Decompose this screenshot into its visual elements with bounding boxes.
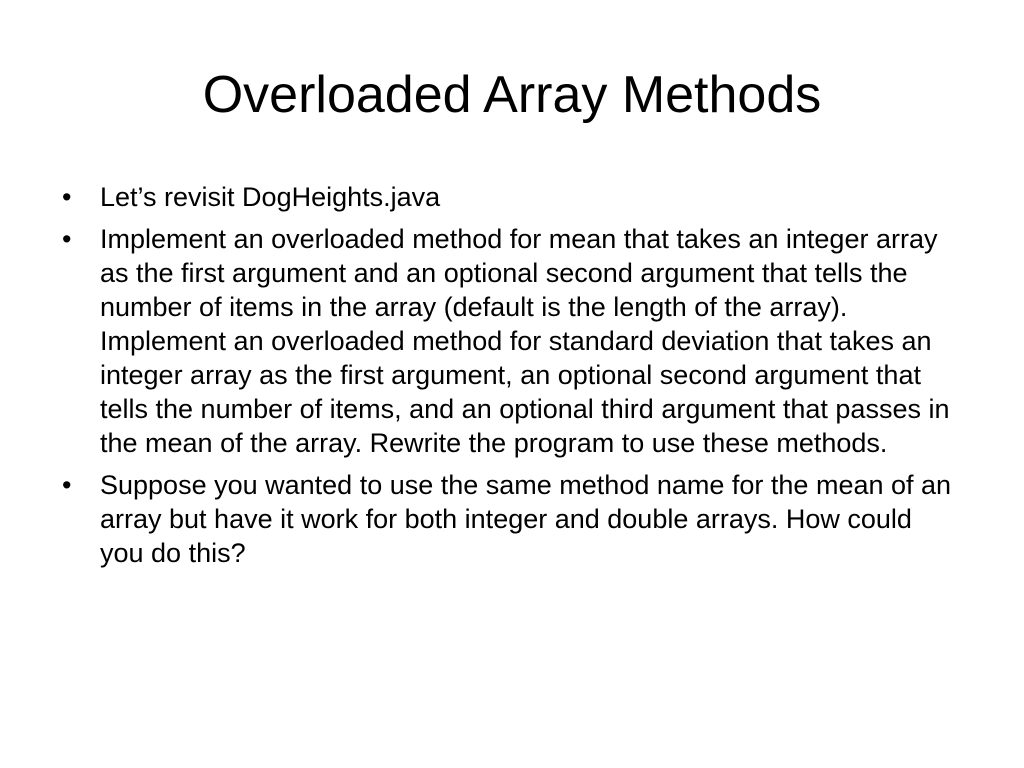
bullet-text: Suppose you wanted to use the same method name for the mean of an array but have it work for both integer and double arrays. How could you do this? [100,470,952,568]
slide-title: Overloaded Array Methods [202,66,822,124]
bullet-dot-icon: • [62,182,72,212]
bullet-dot-icon: • [62,470,72,500]
bullet-item [62,468,962,570]
bullet-text: Implement an overloaded method for mean that takes an integer array as the first argument and an optional second argument that tells the number of items in the array (default is the length of the array). Implement an overloaded method for standard deviation that takes an integer array as the first argument, an optional second argument that tells the number of items, and an optional third argument that passes in the mean of the array. Rewrite the program to use these methods. [100,224,950,458]
bullet-text: Let’s revisit DogHeights.java [100,182,441,212]
bullet-dot-icon: • [62,224,72,254]
bullet-item [62,222,962,460]
bullet-item [62,180,962,214]
bullet-list [62,180,962,578]
